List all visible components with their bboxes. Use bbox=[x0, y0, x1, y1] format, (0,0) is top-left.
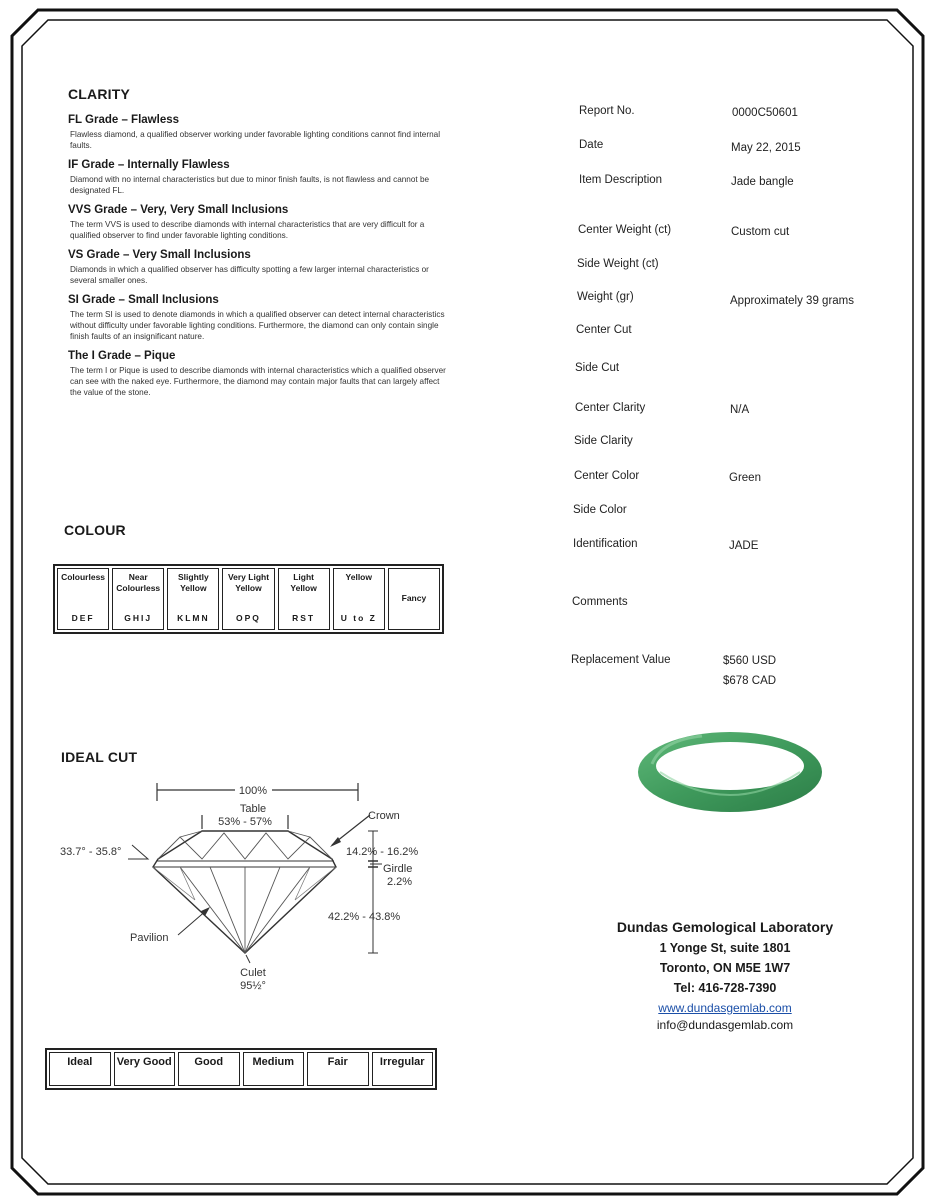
grade-title: IF Grade – Internally Flawless bbox=[68, 159, 230, 171]
colour-cell-light-yellow bbox=[278, 568, 330, 630]
colour-title: COLOUR bbox=[64, 522, 126, 538]
colour-grades: RST bbox=[292, 613, 316, 623]
lab-name: Dundas Gemological Laboratory bbox=[616, 919, 834, 935]
colour-label: Very Light Yellow bbox=[227, 572, 270, 593]
colour-cell-near-colourless bbox=[112, 568, 164, 630]
center-color-value: Green bbox=[729, 472, 761, 484]
grade-description: Flawless diamond, a qualified observer working under favorable lighting conditions cannot find internal faults. bbox=[70, 130, 441, 150]
side-cut-label: Side Cut bbox=[575, 362, 620, 374]
center-cut-label: Center Cut bbox=[576, 324, 632, 336]
date-value: May 22, 2015 bbox=[731, 142, 801, 154]
colour-grades: KLMN bbox=[177, 613, 210, 623]
grade-description: The term I or Pique is used to describe diamonds with internal characteristics which a qualified observer can see with the naked eye. Furthermore, the diamond may contain major faults that can largely affect the value of the stone. bbox=[70, 366, 446, 397]
cut-grade-fair: Fair bbox=[307, 1052, 369, 1086]
grade-description: The term SI is used to denote diamonds in which a qualified observer can detect internal characteristics without difficulty under favorable lighting conditions. Furthermore, the diamond can only contain single finish faults of an insignificant nature. bbox=[70, 310, 445, 341]
diagram-girdle-pct: 2.2% bbox=[387, 876, 413, 888]
colour-grades: GHIJ bbox=[124, 613, 153, 623]
side-weight-label: Side Weight (ct) bbox=[577, 258, 659, 270]
identification-value: JADE bbox=[729, 540, 759, 552]
clarity-grade-fl bbox=[68, 114, 448, 151]
clarity-grade-vs bbox=[68, 249, 448, 286]
lab-address-2: Toronto, ON M5E 1W7 bbox=[659, 961, 791, 975]
replacement-usd: $560 USD bbox=[723, 655, 777, 667]
colour-cell-very-light-yellow bbox=[222, 568, 274, 630]
comments-label: Comments bbox=[572, 596, 628, 608]
diagram-girdle-label: Girdle bbox=[383, 863, 413, 875]
clarity-grade-i bbox=[68, 350, 448, 398]
clarity-title: CLARITY bbox=[68, 86, 131, 102]
colour-label: Slightly Yellow bbox=[178, 572, 209, 593]
lab-website-link[interactable]: www.dundasgemlab.com bbox=[658, 1001, 792, 1015]
cut-grade-very-good: Very Good bbox=[114, 1052, 176, 1086]
weight-gr-label: Weight (gr) bbox=[577, 291, 634, 303]
item-description-value: Jade bangle bbox=[731, 176, 794, 188]
colour-cell-slightly-yellow bbox=[167, 568, 219, 630]
colour-label: Colourless bbox=[61, 572, 106, 582]
cut-grade-table bbox=[45, 1048, 437, 1090]
replacement-value-label: Replacement Value bbox=[571, 654, 671, 666]
diagram-crown-height: 14.2% - 16.2% bbox=[346, 846, 419, 858]
clarity-section bbox=[68, 86, 448, 406]
item-description-label: Item Description bbox=[579, 174, 663, 186]
grade-description: The term VVS is used to describe diamonds with internal characteristics that are very difficult for a qualified observer to find under favorable lighting conditions. bbox=[70, 220, 425, 240]
grade-title: SI Grade – Small Inclusions bbox=[68, 294, 219, 306]
lab-address-1: 1 Yonge St, suite 1801 bbox=[659, 941, 791, 955]
clarity-grade-si bbox=[68, 294, 448, 342]
date-label: Date bbox=[579, 139, 604, 151]
diagram-pavilion-depth: 42.2% - 43.8% bbox=[328, 911, 401, 923]
lab-info bbox=[600, 919, 850, 1032]
colour-label: Light Yellow bbox=[290, 572, 317, 593]
report-no-label: Report No. bbox=[579, 105, 635, 117]
colour-scale-table bbox=[53, 564, 444, 634]
lab-email[interactable]: info@dundasgemlab.com bbox=[656, 1018, 794, 1032]
colour-label: Fancy bbox=[401, 592, 427, 603]
grade-title: The I Grade – Pique bbox=[68, 350, 176, 362]
lab-phone: Tel: 416-728-7390 bbox=[673, 981, 777, 995]
grade-title: VS Grade – Very Small Inclusions bbox=[68, 249, 251, 261]
diagram-crown-label: Crown bbox=[368, 810, 400, 822]
diagram-table-label: Table bbox=[239, 803, 267, 815]
colour-cell-yellow bbox=[333, 568, 385, 630]
replacement-cad: $678 CAD bbox=[723, 675, 777, 687]
diamond-cut-diagram bbox=[60, 775, 430, 1000]
center-clarity-value: N/A bbox=[730, 404, 750, 416]
center-clarity-label: Center Clarity bbox=[575, 402, 646, 414]
diagram-width-label: 100% bbox=[238, 785, 268, 797]
diagram-pavilion-label: Pavilion bbox=[130, 932, 169, 944]
colour-grades: OPQ bbox=[236, 613, 261, 623]
identification-label: Identification bbox=[573, 538, 638, 550]
diagram-table-range: 53% - 57% bbox=[218, 816, 272, 828]
colour-label: Yellow bbox=[345, 572, 372, 582]
center-weight-value: Custom cut bbox=[731, 226, 790, 238]
side-color-label: Side Color bbox=[573, 504, 627, 516]
grade-description: Diamond with no internal characteristics but due to minor finish faults, is not flawless and cannot be designated FL. bbox=[70, 175, 430, 195]
grade-title: FL Grade – Flawless bbox=[68, 114, 180, 126]
clarity-grade-if bbox=[68, 159, 448, 196]
ideal-cut-title: IDEAL CUT bbox=[61, 749, 138, 765]
colour-label: Near Colourless bbox=[116, 572, 161, 593]
weight-gr-value: Approximately 39 grams bbox=[730, 295, 854, 307]
side-clarity-label: Side Clarity bbox=[574, 435, 633, 447]
report-no-value: 0000C50601 bbox=[732, 107, 798, 119]
diagram-crown-angle: 33.7° - 35.8° bbox=[60, 846, 122, 858]
cut-grade-medium: Medium bbox=[243, 1052, 305, 1086]
grade-title: VVS Grade – Very, Very Small Inclusions bbox=[68, 204, 289, 216]
cut-grade-irregular: Irregular bbox=[372, 1052, 434, 1086]
grade-description: Diamonds in which a qualified observer has difficulty spotting a few larger internal characteristics or several smaller ones. bbox=[70, 265, 429, 285]
jade-bangle-image bbox=[632, 726, 828, 820]
diagram-culet-angle: 95½° bbox=[240, 980, 266, 992]
center-color-label: Center Color bbox=[574, 470, 640, 482]
diagram-culet-label: Culet bbox=[240, 967, 266, 979]
cut-grade-ideal: Ideal bbox=[49, 1052, 111, 1086]
colour-grades: DEF bbox=[71, 613, 95, 623]
cut-grade-good: Good bbox=[178, 1052, 240, 1086]
clarity-grade-vvs bbox=[68, 204, 448, 241]
colour-grades: U to Z bbox=[340, 613, 377, 623]
center-weight-label: Center Weight (ct) bbox=[578, 224, 672, 236]
colour-cell-colourless bbox=[57, 568, 109, 630]
colour-cell-fancy bbox=[388, 568, 440, 630]
